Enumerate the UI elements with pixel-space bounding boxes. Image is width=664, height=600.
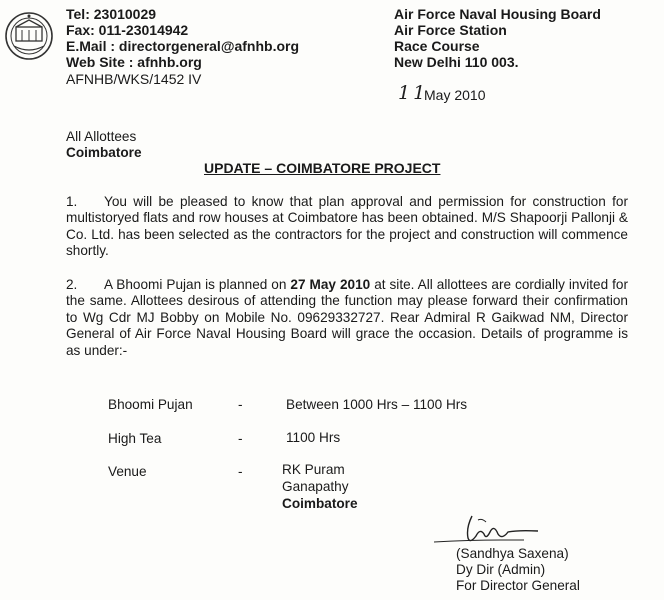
subject-heading: UPDATE – COIMBATORE PROJECT — [204, 160, 441, 176]
venue-line-3: Coimbatore — [282, 496, 358, 511]
handwritten-date-day: 11 — [398, 82, 429, 104]
bhoomi-pujan-date: 27 May 2010 — [290, 277, 371, 292]
programme-dash: - — [238, 431, 243, 446]
programme-value-high-tea: 1100 Hrs — [286, 430, 341, 445]
programme-label-venue: Venue — [108, 464, 147, 479]
signatory-name: (Sandhya Saxena) — [456, 546, 569, 561]
venue-line-2: Ganapathy — [282, 479, 349, 494]
paragraph-1-text: You will be pleased to know that plan approval and permission for construction for multistoryed flats and row houses at Coimbatore has been obtained. M/S Shapoorji Pallonji & Co. Ltd. has been selected as the contractors for the project and construction will commence shortly. — [66, 194, 628, 259]
paragraph-1 — [66, 194, 628, 260]
org-station: Air Force Station — [394, 22, 507, 38]
paragraph-2-text-start: A Bhoomi Pujan is planned on — [104, 277, 291, 292]
paragraph-1-number: 1. — [66, 194, 78, 209]
paragraph-2-number: 2. — [66, 277, 78, 292]
signatory-for: For Director General — [456, 578, 580, 593]
addressee-line1: All Allottees — [66, 129, 137, 144]
org-name: Air Force Naval Housing Board — [394, 6, 601, 22]
website-line: Web Site : afnhb.org — [66, 54, 202, 70]
programme-dash: - — [238, 464, 243, 479]
programme-value-bhoomi-pujan: Between 1000 Hrs – 1100 Hrs — [286, 397, 468, 412]
email-line: E.Mail : directorgeneral@afnhb.org — [66, 38, 300, 54]
org-road: Race Course — [394, 38, 480, 54]
fax-line: Fax: 011-23014942 — [66, 22, 189, 38]
handwritten-signature — [428, 510, 568, 550]
venue-line-1: RK Puram — [282, 462, 345, 477]
signatory-designation: Dy Dir (Admin) — [456, 562, 546, 577]
programme-label-high-tea: High Tea — [108, 431, 162, 446]
board-seal-logo — [4, 10, 54, 64]
paragraph-2-text-rest: at site. All allottees are cordially invited for the same. Allottees desirous of attending the function may please forward their confirmation to Wg Cdr MJ Bobby on Mobile No. 09629332727. Rear Admiral R Gaikwad NM, Director General of Air Force Naval Housing Board will grace the occasion. Details of programme is as under:- — [66, 277, 629, 358]
addressee-line2: Coimbatore — [66, 145, 142, 160]
paragraph-2 — [66, 277, 628, 359]
programme-dash: - — [238, 397, 243, 412]
tel-line: Tel: 23010029 — [66, 6, 157, 22]
programme-label-bhoomi-pujan: Bhoomi Pujan — [108, 397, 193, 412]
reference-number: AFNHB/WKS/1452 IV — [66, 71, 202, 87]
org-city: New Delhi 110 003. — [394, 54, 519, 70]
date-month-year: May 2010 — [424, 87, 486, 103]
